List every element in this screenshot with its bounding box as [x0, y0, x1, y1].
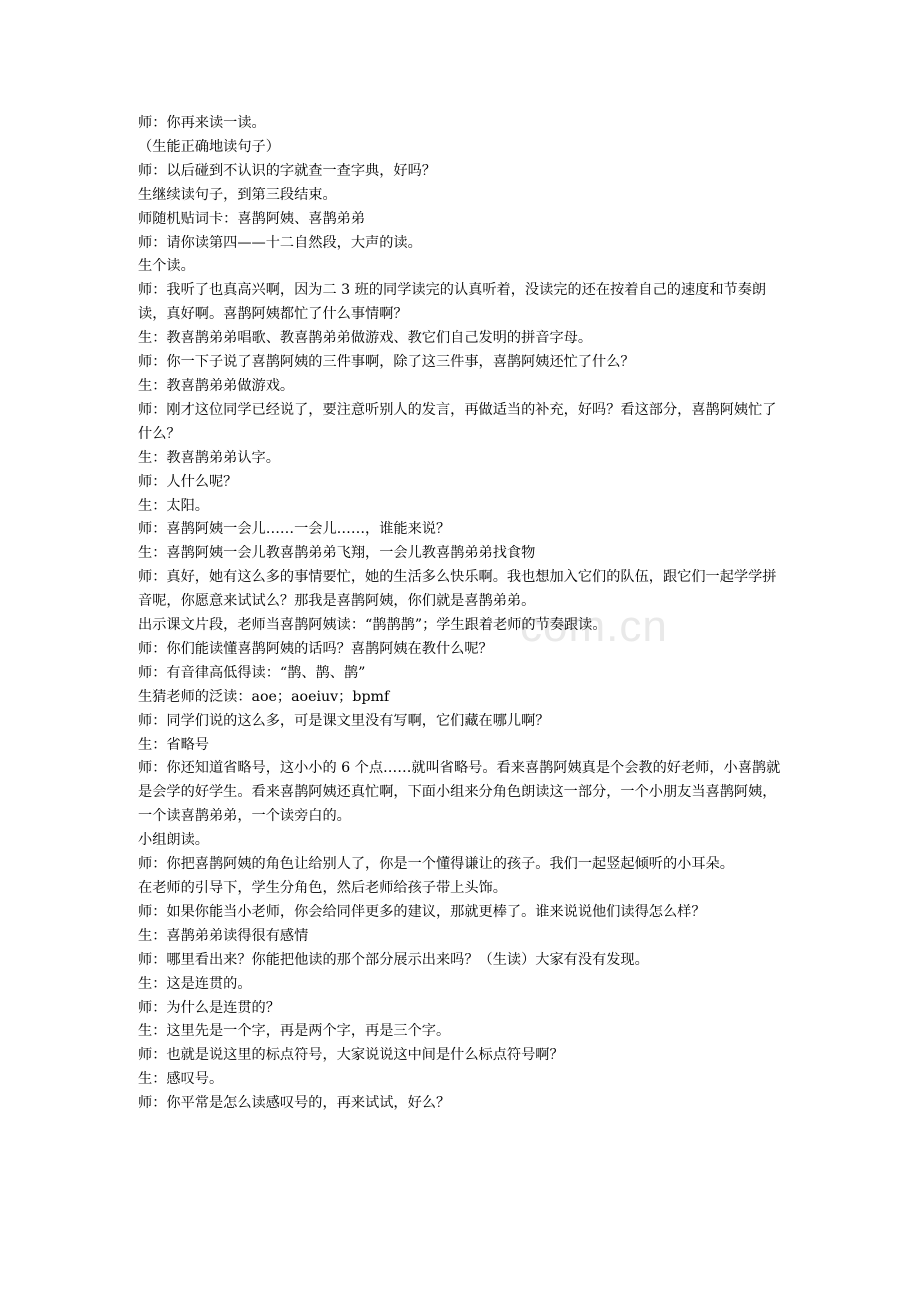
paragraph: 师：同学们说的这么多，可是课文里没有写啊，它们藏在哪儿啊？ — [138, 712, 550, 729]
paragraph: 生猜老师的泛读：aoe；aoeiuv；bpmf — [138, 688, 390, 705]
paragraph: 师：请你读第四——十二自然段，大声的读。 — [138, 234, 422, 251]
paragraph: 生：教喜鹊弟弟唱歌、教喜鹊弟弟做游戏、教它们自己发明的拼音字母。 — [138, 330, 593, 347]
paragraph: 师：我听了也真高兴啊，因为二 3 班的同学读完的认真听着，没读完的还在按着自己的速度和节奏朗读，真好啊。喜鹊阿姨都忙了什么事情啊？ — [138, 282, 767, 323]
paragraph: 师：如果你能当小老师，你会给同伴更多的建议，那就更棒了。谁来说说他们读得怎么样？ — [138, 903, 706, 920]
paragraph: 师：你一下子说了喜鹊阿姨的三件事啊，除了这三件事，喜鹊阿姨还忙了什么？ — [138, 354, 635, 371]
paragraph: 生：教喜鹊弟弟做游戏。 — [138, 377, 295, 394]
paragraph: 师：真好，她有这么多的事情要忙，她的生活多么快乐啊。我也想加入它们的队伍，跟它们一起学学拼音呢，你愿意来试试么？那我是喜鹊阿姨，你们就是喜鹊弟弟。 — [138, 569, 777, 610]
paragraph: 生：喜鹊弟弟读得很有感情 — [138, 927, 309, 944]
paragraph: 师：你把喜鹊阿姨的角色让给别人了，你是一个懂得谦让的孩子。我们一起竖起倾听的小耳朵。 — [138, 856, 734, 873]
paragraph: 师：为什么是连贯的？ — [138, 999, 280, 1016]
paragraph: 师：你平常是怎么读感叹号的，再来试试，好么？ — [138, 1095, 451, 1112]
document-body — [138, 112, 788, 1116]
paragraph: 师：你们能读懂喜鹊阿姨的话吗？喜鹊阿姨在教什么呢？ — [138, 640, 493, 657]
watermark: com.cn — [520, 602, 668, 651]
paragraph: 生：喜鹊阿姨一会儿教喜鹊弟弟飞翔，一会儿教喜鹊弟弟找食物 — [138, 545, 536, 562]
paragraph: 生：太阳。 — [138, 497, 209, 514]
paragraph: 小组朗读。 — [138, 832, 209, 849]
paragraph: 师：你还知道省略号，这小小的 6 个点……就叫省略号。看来喜鹊阿姨真是个会教的好老师，小喜鹊就是会学的好学生。看来喜鹊阿姨还真忙啊，下面小组来分角色朗读这一部分，一个小朋友当喜鹊阿姨，一个读喜鹊弟弟，一个读旁白的。 — [138, 760, 781, 825]
paragraph: 生继续读句子，到第三段结束。 — [138, 186, 337, 203]
paragraph: （生能正确地读句子） — [138, 138, 280, 155]
paragraph: 生：这是连贯的。 — [138, 975, 252, 992]
paragraph: 师：有音律高低得读：“鹊、鹊、鹊” — [138, 664, 366, 681]
paragraph: 生：教喜鹊弟弟认字。 — [138, 449, 280, 466]
paragraph: 出示课文片段，老师当喜鹊阿姨读：“鹊鹊鹊”；学生跟着老师的节奏跟读。 — [138, 617, 607, 634]
paragraph: 生：这里先是一个字，再是两个字，再是三个字。 — [138, 1023, 451, 1040]
paragraph: 师随机贴词卡：喜鹊阿姨、喜鹊弟弟 — [138, 210, 366, 227]
paragraph: 师：以后碰到不认识的字就查一查字典，好吗？ — [138, 162, 436, 179]
paragraph: 生：感叹号。 — [138, 1071, 224, 1088]
paragraph: 师：哪里看出来？你能把他读的那个部分展示出来吗？（生读）大家有没有发现。 — [138, 951, 649, 968]
paragraph: 生个读。 — [138, 258, 195, 275]
paragraph: 师：喜鹊阿姨一会儿……一会儿……，谁能来说？ — [138, 521, 451, 538]
paragraph: 师：刚才这位同学已经说了，要注意听别人的发言，再做适当的补充，好吗？看这部分，喜鹊阿姨忙了什么？ — [138, 401, 777, 442]
paragraph: 在老师的引导下，学生分角色，然后老师给孩子带上头饰。 — [138, 880, 507, 896]
paragraph: 生：省略号 — [138, 736, 209, 753]
paragraph: 师：人什么呢？ — [138, 473, 238, 490]
paragraph: 师：你再来读一读。 — [138, 115, 266, 131]
paragraph: 师：也就是说这里的标点符号，大家说说这中间是什么标点符号啊？ — [138, 1047, 564, 1064]
